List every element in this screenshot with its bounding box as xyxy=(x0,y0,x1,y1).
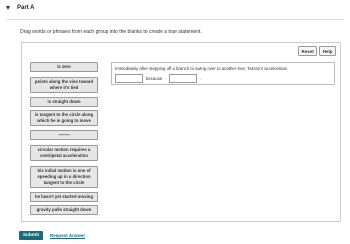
drop-blank-1[interactable] xyxy=(115,74,143,83)
drag-tile[interactable]: points along the vine toward where it's tied xyxy=(30,77,98,93)
toolbar xyxy=(298,46,336,56)
help-button[interactable]: Help xyxy=(319,46,336,56)
drag-drop-panel xyxy=(21,42,341,222)
request-answer-link[interactable]: Request Answer xyxy=(50,233,86,238)
drag-tile[interactable]: his initial motion is one of speeding up in a direction tangent to the circle xyxy=(30,166,98,188)
drag-tile[interactable]: he hasn't yet started moving xyxy=(30,192,98,202)
drag-tile[interactable]: gravity pulls straight down xyxy=(30,205,98,215)
drag-tile[interactable]: is straight down xyxy=(30,97,98,107)
submit-button[interactable]: Submit xyxy=(19,231,43,240)
drag-tile[interactable]: ---------- xyxy=(30,130,98,140)
divider xyxy=(6,19,344,20)
connector-text: because xyxy=(146,76,163,81)
sentence-area xyxy=(111,62,335,85)
part-header[interactable] xyxy=(6,5,34,11)
instructions: Drag words or phrases from each group into the blanks to create a true statement. xyxy=(20,29,202,35)
drag-tile[interactable]: is zero xyxy=(30,62,98,72)
drag-tile[interactable]: circular motion requires a centripetal acceleration xyxy=(30,145,98,161)
part-title: Part A xyxy=(17,5,35,11)
drag-tile[interactable]: is tangent to the circle along which he is going to move xyxy=(30,110,98,126)
sentence-text: Immediately after stepping off a branch to swing over to another tree, Tarzan's acceleration xyxy=(115,66,288,71)
sentence-end: . xyxy=(200,76,202,81)
reset-button[interactable]: Reset xyxy=(298,46,317,56)
caret-down-icon[interactable] xyxy=(6,6,10,10)
drop-blank-2[interactable] xyxy=(169,74,197,83)
